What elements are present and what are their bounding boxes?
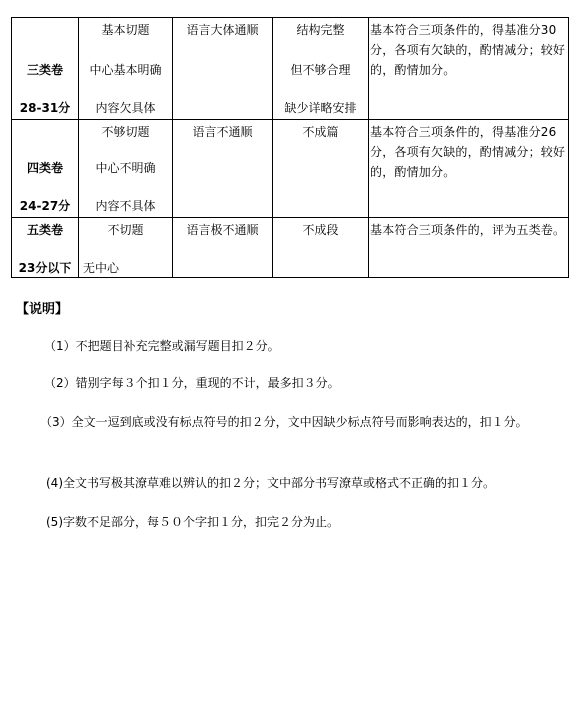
language-text: 语言大体通顺	[186, 23, 259, 37]
description-text: 基本符合三项条件的，得基准分26分，各项有欠缺的，酌情减分；较好的，酌情加分。	[370, 125, 566, 179]
content-line: 不切题	[107, 223, 144, 237]
language-cell	[173, 120, 273, 218]
structure-line: 缺少详略安排	[284, 101, 357, 115]
content-cell	[79, 120, 173, 218]
grade-label: 五类卷	[26, 223, 63, 237]
content-line: 中心基本明确	[89, 63, 162, 77]
content-line: 内容欠具体	[95, 101, 156, 115]
structure-line: 不成段	[302, 223, 339, 237]
structure-line: 但不够合理	[290, 63, 351, 77]
content-cell	[79, 18, 173, 120]
content-line: 无中心	[83, 261, 120, 275]
grade-cell	[12, 218, 79, 278]
score-range: 24-27分	[19, 199, 71, 213]
description-cell	[369, 120, 569, 218]
language-text: 语言不通顺	[192, 125, 253, 139]
grading-table	[11, 17, 569, 278]
note-item	[40, 412, 568, 432]
table-row	[12, 18, 569, 120]
grade-label: 三类卷	[26, 63, 63, 77]
structure-cell	[273, 18, 369, 120]
note-text: （3）全文一逗到底或没有标点符号的扣２分，文中因缺少标点符号而影响表达的，扣１分。	[40, 415, 528, 429]
language-cell	[173, 218, 273, 278]
note-item: （2）错别字每３个扣１分，重现的不计，最多扣３分。	[44, 376, 340, 390]
description-text: 基本符合三项条件的，得基准分30分，各项有欠缺的，酌情减分；较好的，酌情加分。	[370, 23, 566, 77]
description-text: 基本符合三项条件的，评为五类卷。	[370, 223, 566, 237]
content-line: 内容不具体	[95, 199, 156, 213]
description-cell	[369, 18, 569, 120]
table-row	[12, 120, 569, 218]
note-item: (5)字数不足部分，每５０个字扣１分，扣完２分为止。	[46, 515, 340, 529]
description-cell	[369, 218, 569, 278]
structure-cell	[273, 218, 369, 278]
table-row	[12, 218, 569, 278]
score-range: 23分以下	[18, 261, 72, 275]
structure-line: 不成篇	[302, 125, 339, 139]
notes-title: 【说明】	[16, 302, 69, 317]
language-cell	[173, 18, 273, 120]
content-line: 基本切题	[101, 23, 150, 37]
note-item: （1）不把题目补充完整或漏写题目扣２分。	[44, 339, 280, 353]
content-line: 不够切题	[101, 125, 150, 139]
structure-line: 结构完整	[296, 23, 345, 37]
structure-cell	[273, 120, 369, 218]
grade-label: 四类卷	[26, 161, 63, 175]
content-cell	[79, 218, 173, 278]
note-item: (4)全文书写极其潦草难以辨认的扣２分；文中部分书写潦草或格式不正确的扣１分。	[46, 476, 496, 490]
content-line: 中心不明确	[95, 161, 156, 175]
grade-cell	[12, 120, 79, 218]
score-range: 28-31分	[19, 101, 71, 115]
grade-cell	[12, 18, 79, 120]
language-text: 语言极不通顺	[186, 223, 259, 237]
